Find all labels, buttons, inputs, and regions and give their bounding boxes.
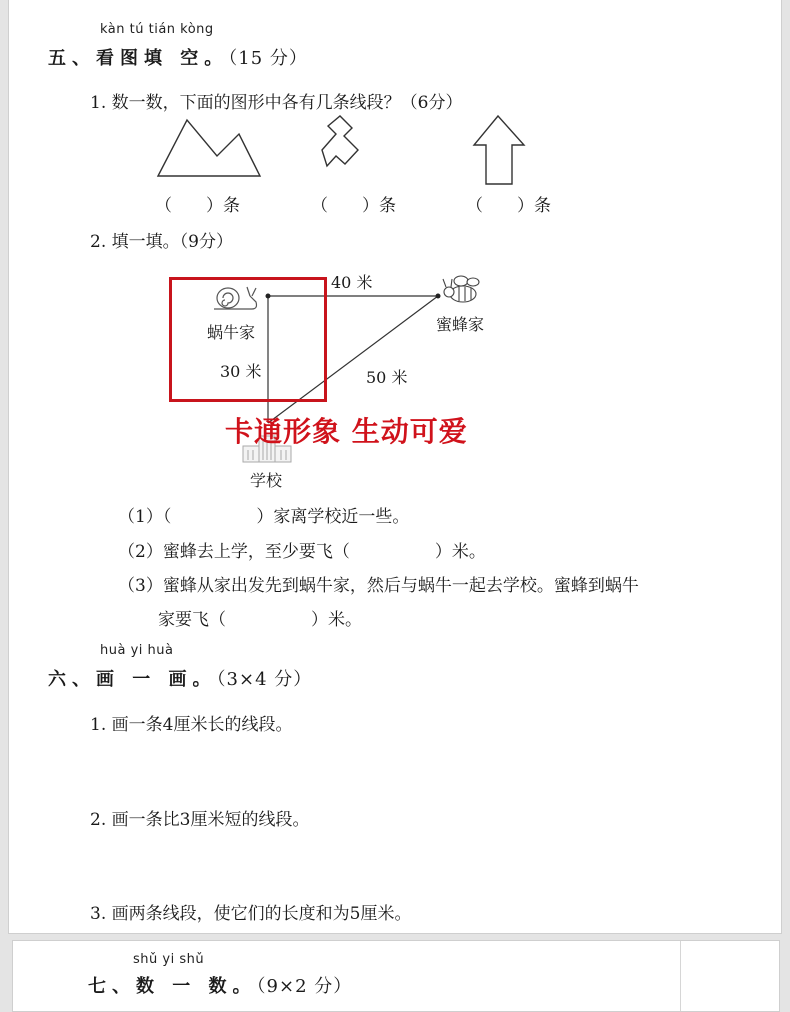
- section6-item-2: 2. 画一条比3厘米短的线段。: [90, 810, 310, 830]
- overlay-caption: 卡通形象 生动可爱: [225, 415, 468, 448]
- section6-item-1: 1. 画一条4厘米长的线段。: [90, 715, 293, 735]
- q1-blank-3[interactable]: （ ）条: [466, 196, 551, 216]
- section5-score: （15 分）: [228, 48, 308, 69]
- bee-icon: [443, 276, 479, 302]
- q2-sub2: （2）蜜蜂去上学，至少要飞（ ）米。: [118, 542, 486, 562]
- section5-title: 五、看图填 空。: [48, 48, 229, 69]
- section5-pinyin: kàn tú tián kòng: [100, 22, 214, 37]
- distance-30: 30 米: [220, 362, 262, 381]
- section6-item-3: 3. 画两条线段，使它们的长度和为5厘米。: [90, 904, 412, 924]
- distance-50: 50 米: [366, 368, 408, 387]
- q2-text: 2. 填一填。（9分）: [90, 232, 233, 252]
- section7-heading: [88, 972, 352, 998]
- q2-sub1: （1）（ ）家离学校近一些。: [118, 507, 410, 527]
- section6-heading: [48, 665, 312, 691]
- section7-pinyin: shǔ yi shǔ: [133, 952, 205, 967]
- distance-40: 40 米: [331, 273, 373, 292]
- section7-score: （9×2 分）: [256, 976, 353, 997]
- section7-title: 七、数 一 数。: [88, 976, 257, 997]
- section6-score: （3×4 分）: [216, 669, 313, 690]
- bee-point: [436, 294, 441, 299]
- q1-blank-2[interactable]: （ ）条: [311, 196, 396, 216]
- q1-blank-1[interactable]: （ ）条: [155, 196, 240, 216]
- section6-title: 六、画 一 画。: [48, 669, 217, 690]
- bee-home-label: 蜜蜂家: [436, 315, 485, 334]
- snail-home-label: 蜗牛家: [207, 323, 256, 342]
- q2-sub3-line2: 家要飞（ ）米。: [158, 610, 362, 630]
- page-divider: [680, 941, 681, 1011]
- q1-text: 1. 数一数，下面的图形中各有几条线段？（6分）: [90, 93, 463, 113]
- q2-sub3-line1: （3）蜜蜂从家出发先到蜗牛家，然后与蜗牛一起去学校。蜜蜂到蜗牛: [118, 576, 639, 596]
- school-label: 学校: [250, 471, 283, 490]
- section6-pinyin: huà yi huà: [100, 643, 174, 658]
